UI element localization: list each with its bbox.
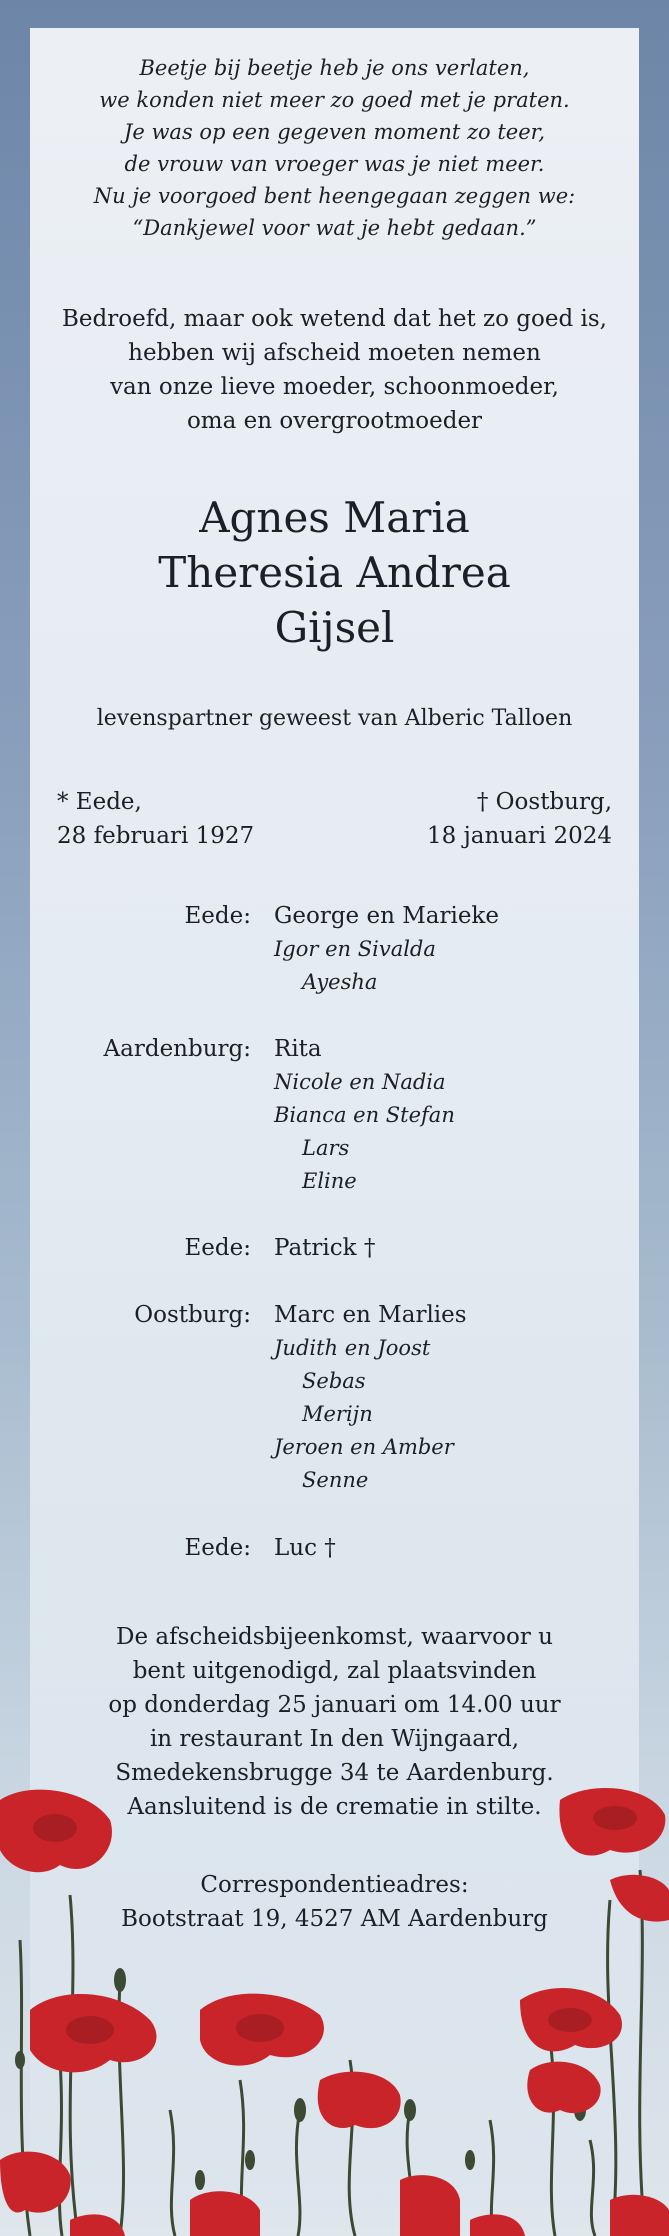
family-place: Eede: [184,1235,251,1261]
death-date: 18 januari 2024 [427,823,612,849]
family-place: Eede: [184,1535,251,1561]
grandchild: Jeroen en Amber [274,1435,454,1459]
poem-line: Beetje bij beetje heb je ons verlaten, [139,56,530,80]
service-line: op donderdag 25 januari om 14.00 uur [108,1692,561,1718]
great-grandchild: Sebas [302,1369,366,1393]
partner-line: levenspartner geweest van Alberic Talloen [96,706,573,731]
correspondence-label: Correspondentieadres: [200,1872,469,1898]
birth-place: * Eede, [57,789,142,815]
family-head: Marc en Marlies [274,1302,467,1328]
name-line: Theresia Andrea [158,548,511,597]
poem-line: de vrouw van vroeger was je niet meer. [124,152,545,176]
birth-info [57,785,254,853]
death-info [427,785,612,853]
grandchild: Igor en Sivalda [274,937,436,961]
family-head: Patrick † [274,1235,376,1261]
family-place: Aardenburg: [103,1036,251,1062]
great-grandchild: Eline [302,1169,357,1193]
great-grandchild: Senne [302,1468,369,1492]
name-line: Agnes Maria [199,493,470,542]
grandchild: Nicole en Nadia [274,1070,446,1094]
family-head: Luc † [274,1535,336,1561]
intro-line: hebben wij afscheid moeten nemen [128,340,541,366]
poem [0,52,669,244]
intro-line: oma en overgrootmoeder [186,408,483,434]
service-line: in restaurant In den Wijngaard, [149,1726,520,1752]
intro-line: van onze lieve moeder, schoonmoeder, [110,374,559,400]
poem-line: we konden niet meer zo goed met je praten. [99,88,570,112]
poem-line: “Dankjewel voor wat je hebt gedaan.” [132,216,537,240]
service-line: bent uitgenodigd, zal plaatsvinden [132,1658,537,1684]
family-place: Oostburg: [134,1302,251,1328]
announcement-intro [0,302,669,438]
family-place: Eede: [184,903,251,929]
grandchild: Judith en Joost [274,1336,431,1360]
great-grandchild: Lars [302,1136,350,1160]
service-line: De afscheidsbijeenkomst, waarvoor u [116,1624,553,1650]
service-details [0,1620,669,1824]
name-line: Gijsel [274,603,395,652]
service-line: Aansluitend is de crematie in stilte. [127,1794,542,1820]
birth-date: 28 februari 1927 [57,823,255,849]
intro-line: Bedroefd, maar ook wetend dat het zo goed is, [62,306,607,332]
poem-line: Je was op een gegeven moment zo teer, [123,120,546,144]
great-grandchild: Ayesha [302,970,378,994]
death-place: † Oostburg, [476,789,612,815]
deceased-name [0,490,669,655]
poppy-illustration [0,1780,669,2236]
poem-line: Nu je voorgoed bent heengegaan zeggen we: [93,184,576,208]
grandchild: Bianca en Stefan [274,1103,455,1127]
great-grandchild: Merijn [302,1402,373,1426]
family-head: Rita [274,1036,322,1062]
correspondence-address-line: Bootstraat 19, 4527 AM Aardenburg [121,1906,548,1932]
correspondence-address [0,1868,669,1936]
family-head: George en Marieke [274,903,499,929]
service-line: Smedekensbrugge 34 te Aardenburg. [115,1760,554,1786]
